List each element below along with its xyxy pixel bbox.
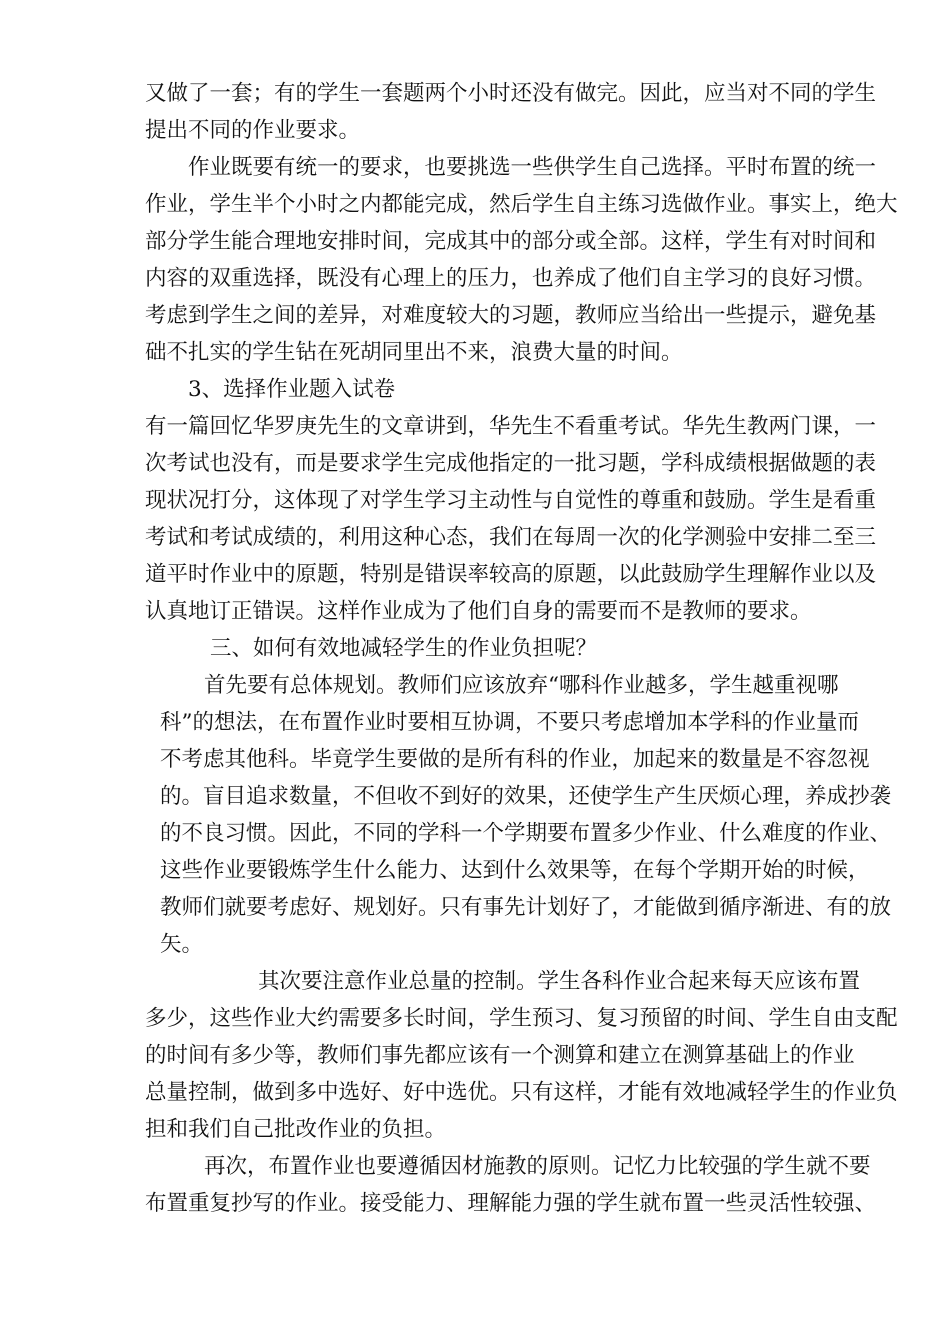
text-line: 部分学生能合理地安排时间，完成其中的部分或全部。这样，学生有对时间和: [145, 229, 877, 254]
section-heading: 三、如何有效地减轻学生的作业负担呢？: [210, 636, 598, 661]
text-line: 首先要有总体规划。教师们应该放弃“哪科作业越多，学生越重视哪: [204, 673, 839, 698]
text-line: 担和我们自己批改作业的负担。: [145, 1117, 447, 1142]
text-line: 科”的想法，在布置作业时要相互协调，不要只考虑增加本学科的作业量而: [160, 710, 859, 735]
text-line: 现状况打分，这体现了对学生学习主动性与自觉性的尊重和鼓励。学生是看重: [145, 488, 877, 513]
text-line: 矢。: [160, 932, 204, 957]
text-line: 多少，这些作业大约需要多长时间，学生预习、复习预留的时间、学生自由支配: [145, 1006, 898, 1031]
text-line: 作业既要有统一的要求，也要挑选一些供学生自己选择。平时布置的统一: [188, 155, 877, 180]
text-line: 次考试也没有，而是要求学生完成他指定的一批习题，学科成绩根据做题的表: [145, 451, 877, 476]
text-line: 认真地订正错误。这样作业成为了他们自身的需要而不是教师的要求。: [145, 599, 812, 624]
text-line: 又做了一套；有的学生一套题两个小时还没有做完。因此，应当对不同的学生: [145, 81, 877, 106]
text-line: 布置重复抄写的作业。接受能力、理解能力强的学生就布置一些灵活性较强、: [145, 1191, 877, 1216]
text-line: 再次，布置作业也要遵循因材施教的原则。记忆力比较强的学生就不要: [204, 1154, 871, 1179]
text-line: 不考虑其他科。毕竟学生要做的是所有科的作业，加起来的数量是不容忽视: [160, 747, 870, 772]
text-line: 的不良习惯。因此，不同的学科一个学期要布置多少作业、什么难度的作业、: [160, 821, 892, 846]
text-line: 提出不同的作业要求。: [145, 118, 361, 143]
text-line: 其次要注意作业总量的控制。学生各科作业合起来每天应该布置: [258, 969, 861, 994]
text-line: 考试和考试成绩的，利用这种心态，我们在每周一次的化学测验中安排二至三: [145, 525, 877, 550]
text-line: 总量控制，做到多中选好、好中选优。只有这样，才能有效地减轻学生的作业负: [145, 1080, 898, 1105]
section-heading: 3、选择作业题入试卷: [188, 377, 396, 402]
text-line: 作业，学生半个小时之内都能完成，然后学生自主练习选做作业。事实上，绝大: [145, 192, 898, 217]
text-line: 道平时作业中的原题，特别是错误率较高的原题，以此鼓励学生理解作业以及: [145, 562, 877, 587]
text-line: 有一篇回忆华罗庚先生的文章讲到，华先生不看重考试。华先生教两门课，一: [145, 414, 877, 439]
text-line: 的。盲目追求数量，不但收不到好的效果，还使学生产生厌烦心理，养成抄袭: [160, 784, 892, 809]
text-line: 考虑到学生之间的差异，对难度较大的习题，教师应当给出一些提示，避免基: [145, 303, 877, 328]
text-line: 这些作业要锻炼学生什么能力、达到什么效果等，在每个学期开始的时候，: [160, 858, 870, 883]
text-line: 内容的双重选择，既没有心理上的压力，也养成了他们自主学习的良好习惯。: [145, 266, 877, 291]
text-line: 教师们就要考虑好、规划好。只有事先计划好了，才能做到循序渐进、有的放: [160, 895, 892, 920]
text-line: 的时间有多少等，教师们事先都应该有一个测算和建立在测算基础上的作业: [145, 1043, 855, 1068]
text-line: 础不扎实的学生钻在死胡同里出不来，浪费大量的时间。: [145, 340, 683, 365]
